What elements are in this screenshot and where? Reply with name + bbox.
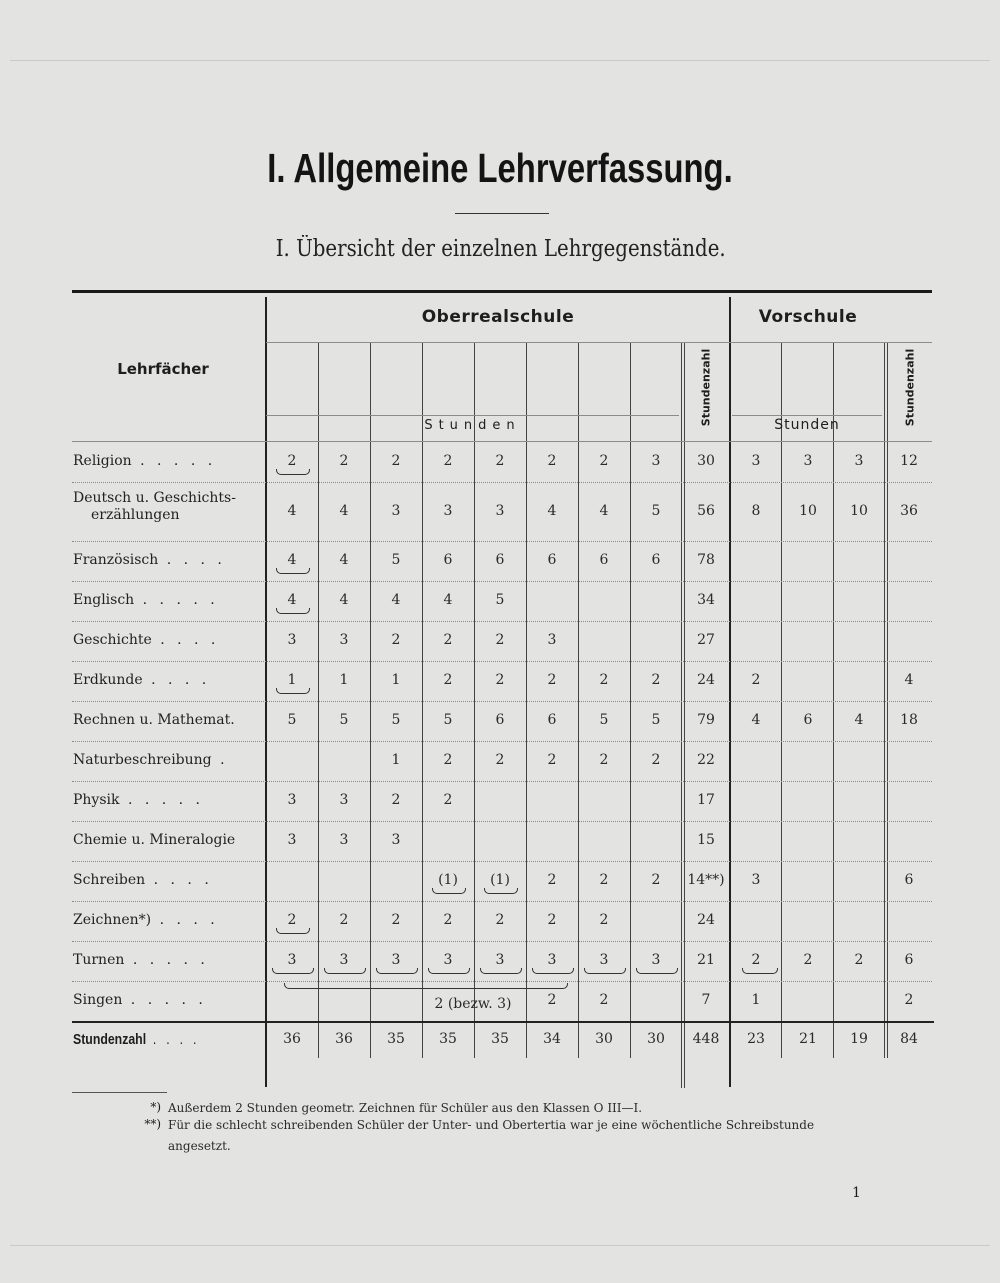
vorschule-sum-cell: 6: [904, 872, 914, 888]
table-cell: 5: [651, 712, 661, 728]
table-cell: 3: [391, 952, 401, 968]
total-cell: 34: [543, 1031, 561, 1047]
table-cell: 4: [339, 552, 349, 568]
table-cell: 3: [443, 952, 453, 968]
total-cell: 35: [387, 1031, 405, 1047]
table-cell: 4: [443, 592, 453, 608]
sum-cell: 30: [697, 453, 715, 469]
footnote-mark-1: *): [150, 1100, 161, 1114]
table-cell: 3: [495, 503, 505, 519]
stunden-label-oberreal: Stunden: [424, 418, 521, 433]
sum-cell: 24: [697, 912, 715, 928]
section-subtitle: I. Übersicht der einzelnen Lehrgegenstände.: [275, 236, 726, 262]
table-cell: 1: [339, 672, 349, 688]
subject-name: Französisch: [73, 552, 159, 568]
table-cell: 2: [443, 672, 453, 688]
table-vline: [887, 342, 888, 1058]
table-cell: 2: [443, 792, 453, 808]
total-label: [73, 1031, 200, 1048]
total-cell: 35: [439, 1031, 457, 1047]
table-cell: 4: [287, 503, 297, 519]
table-cell: 2: [443, 453, 453, 469]
leader-dots: . . . .: [151, 912, 219, 928]
table-cell: 4: [547, 503, 557, 519]
table-cell: 3: [547, 632, 557, 648]
subject-name: Singen: [73, 992, 123, 1008]
subject-label-line2: erzählungen: [91, 507, 180, 523]
table-cell: 2: [547, 752, 557, 768]
table-cell: 5: [651, 503, 661, 519]
vorschule-sum-cell: 4: [904, 672, 914, 688]
table-vline: [474, 342, 475, 1058]
table-cell: 3: [391, 832, 401, 848]
vorschule-cell: 4: [854, 712, 864, 728]
table-cell: 5: [443, 712, 453, 728]
table-cell: 6: [599, 552, 609, 568]
vorschule-cell: 3: [751, 872, 761, 888]
vorschule-cell: 3: [854, 453, 864, 469]
table-vline: [422, 342, 423, 1058]
table-hline: [72, 441, 932, 442]
table-cell: 3: [339, 952, 349, 968]
table-cell: 3: [287, 952, 297, 968]
table-cell: 4: [339, 503, 349, 519]
table-cell: 4: [339, 592, 349, 608]
title-rule: [455, 213, 549, 214]
singen-brace: [284, 983, 568, 989]
total-cell: 30: [647, 1031, 665, 1047]
total-cell: 35: [491, 1031, 509, 1047]
total-cell: 36: [335, 1031, 353, 1047]
table-cell: 5: [391, 712, 401, 728]
leader-dots: . . . . .: [134, 592, 219, 608]
total-sum-cell: 448: [692, 1031, 720, 1047]
table-cell: 1: [391, 672, 401, 688]
table-cell: 4: [287, 592, 297, 608]
total-vorschule-cell: 21: [799, 1031, 817, 1047]
subject-label: [73, 490, 263, 507]
subject-name: Turnen: [73, 952, 125, 968]
table-cell: 1: [391, 752, 401, 768]
table-cell: 5: [339, 712, 349, 728]
table-cell: 6: [443, 552, 453, 568]
table-cell: 2: [599, 453, 609, 469]
subject-name: Rechnen u. Mathemat.: [73, 712, 235, 728]
leader-dots: . . . . .: [124, 952, 209, 968]
sum-cell: 78: [697, 552, 715, 568]
subject-label: [73, 453, 263, 470]
vorschule-cell: 10: [799, 503, 817, 519]
vorschule-cell: 8: [751, 503, 761, 519]
table-cell: 2: [599, 752, 609, 768]
footnote-1: Außerdem 2 Stunden geometr. Zeichnen für Schüler aus den Klassen O III—I.: [168, 1101, 643, 1115]
page-number: 1: [852, 1185, 861, 1201]
sum-cell: 34: [697, 592, 715, 608]
table-cell: 2: [443, 752, 453, 768]
group-brace: [276, 928, 310, 934]
table-cell: 3: [339, 792, 349, 808]
table-cell: 2: [599, 672, 609, 688]
table-cell: (1): [490, 872, 510, 888]
vorschule-cell: 2: [751, 672, 761, 688]
group-brace: [636, 968, 678, 974]
table-cell: (1): [438, 872, 458, 888]
sum-cell: 15: [697, 832, 715, 848]
subject-name: Naturbeschreibung: [73, 752, 212, 768]
table-cell: 2: [339, 453, 349, 469]
vorschule-sum-cell: 6: [904, 952, 914, 968]
table-cell: 3: [339, 632, 349, 648]
subject-name: Erdkunde: [73, 672, 143, 688]
table-cell: 3: [651, 952, 661, 968]
table-cell: 4: [287, 552, 297, 568]
row-divider: [72, 701, 932, 702]
leader-dots: . . . . .: [119, 792, 205, 808]
subject-label: [73, 872, 263, 889]
vorschule-cell: 3: [751, 453, 761, 469]
total-cell: 30: [595, 1031, 613, 1047]
table-cell: 6: [547, 552, 557, 568]
row-divider: [72, 821, 932, 822]
leader-dots: . . . . .: [131, 453, 217, 469]
group-brace: [584, 968, 626, 974]
table-cell: 4: [391, 592, 401, 608]
table-cell: 2: [599, 912, 609, 928]
group-brace: [432, 888, 466, 894]
group-brace: [484, 888, 518, 894]
subject-label: [73, 992, 263, 1009]
subject-label: [73, 592, 263, 609]
table-hline: [732, 415, 882, 416]
vorschule-sum-cell: 18: [900, 712, 918, 728]
table-cell: 2: [391, 792, 401, 808]
subject-name: Zeichnen*): [73, 912, 152, 928]
subject-name: Schreiben: [73, 872, 146, 888]
table-cell: 6: [495, 712, 505, 728]
group-brace: [276, 688, 310, 694]
group-brace: [376, 968, 418, 974]
table-cell: 2: [495, 632, 505, 648]
subject-name: Religion: [73, 453, 132, 469]
vorschule-cell: 6: [803, 712, 813, 728]
table-cell: 2: [495, 453, 505, 469]
total-vorschule-cell: 23: [747, 1031, 765, 1047]
footnote-mark-2: **): [144, 1117, 161, 1131]
group-brace: [742, 968, 778, 974]
subject-label: [73, 672, 263, 689]
table-vline: [318, 342, 319, 1058]
table-cell: 2: [287, 453, 297, 469]
vorschule-cell: 10: [850, 503, 868, 519]
table-cell: 3: [599, 952, 609, 968]
subject-label: [73, 912, 263, 929]
table-cell: 2: [495, 672, 505, 688]
leader-dots: . . . .: [142, 672, 211, 688]
table-cell: 2: [443, 912, 453, 928]
table-cell: 3: [339, 832, 349, 848]
footnote-rule: [72, 1092, 167, 1093]
table-cell: 3: [651, 453, 661, 469]
row-divider: [72, 482, 932, 483]
table-cell: 5: [495, 592, 505, 608]
vorschule-sum-cell: 12: [900, 453, 918, 469]
vorschule-cell: 2: [803, 952, 813, 968]
table-cell: 2: [651, 672, 661, 688]
subject-label: [73, 792, 263, 809]
table-vline: [884, 342, 885, 1058]
table-cell: 4: [599, 503, 609, 519]
leader-dots: . . . . .: [122, 992, 207, 1008]
group-brace: [480, 968, 522, 974]
row-divider: [72, 901, 932, 902]
sum-cell: 17: [697, 792, 715, 808]
table-cell: 2: [495, 912, 505, 928]
table-vline: [729, 297, 731, 1087]
table-cell: 3: [287, 832, 297, 848]
subject-label: [73, 712, 263, 729]
group-brace: [532, 968, 574, 974]
sum-cell: 22: [697, 752, 715, 768]
table-cell: 5: [391, 552, 401, 568]
row-divider: [72, 581, 932, 582]
table-cell: 6: [651, 552, 661, 568]
table-vline: [630, 342, 631, 1058]
table-cell: 3: [547, 952, 557, 968]
subject-label: [73, 832, 263, 849]
table-cell: 2: [651, 752, 661, 768]
subject-name: Chemie u. Mineralogie: [73, 832, 236, 848]
group-title-vorschule: Vorschule: [758, 307, 858, 327]
table-cell: 2: [547, 912, 557, 928]
table-cell: 2: [547, 872, 557, 888]
total-cell: 36: [283, 1031, 301, 1047]
sum-cell: 27: [697, 632, 715, 648]
table-cell: 5: [287, 712, 297, 728]
table-cell: 2: [391, 632, 401, 648]
table-cell: 2: [391, 912, 401, 928]
singen-combined-cell: 2 (bezw. 3): [434, 996, 512, 1012]
vorschule-cell: 4: [751, 712, 761, 728]
footnote-2: Für die schlecht schreibenden Schüler der Unter- und Obertertia war je eine wöchentliche Schreibstunde: [168, 1118, 815, 1132]
vorschule-cell: 3: [803, 453, 813, 469]
bleed-through-line: [10, 60, 990, 61]
table-vline: [578, 342, 579, 1058]
vorschule-cell: 1: [751, 992, 761, 1008]
vorschule-sum-cell: 2: [904, 992, 914, 1008]
table-vline: [370, 342, 371, 1058]
stundenzahl-header-oberreal: Stundenzahl: [699, 348, 713, 427]
leader-dots: . . . .: [146, 1031, 200, 1048]
subject-label: [73, 632, 263, 649]
row-divider: [72, 981, 932, 982]
table-hline: [266, 342, 932, 343]
table-cell: 2: [287, 912, 297, 928]
table-vline: [526, 342, 527, 1058]
subject-label: [73, 552, 263, 569]
table-cell: 2: [599, 872, 609, 888]
row-divider: [72, 781, 932, 782]
group-brace: [272, 968, 314, 974]
leader-dots: . . . .: [151, 632, 220, 648]
vorschule-cell: 2: [751, 952, 761, 968]
table-cell: 3: [287, 632, 297, 648]
subject-name: Physik: [73, 792, 120, 808]
table-cell: 3: [391, 503, 401, 519]
subject-name: Deutsch u. Geschichts-: [73, 490, 236, 506]
table-hline: [266, 415, 679, 416]
total-label-text: Stundenzahl: [73, 1031, 147, 1048]
table-cell: 3: [443, 503, 453, 519]
table-cell: 2: [599, 992, 609, 1008]
row-divider: [72, 941, 932, 942]
total-vorschule-cell: 19: [850, 1031, 868, 1047]
vorschule-cell: 2: [854, 952, 864, 968]
page-title: I. Allgemeine Lehrverfassung.: [267, 145, 733, 191]
table-cell: 2: [651, 872, 661, 888]
group-brace: [324, 968, 366, 974]
column-header-lehrfaecher: Lehrfächer: [117, 360, 209, 378]
row-divider: [72, 621, 932, 622]
row-divider: [72, 541, 932, 542]
bleed-through-line: [10, 1245, 990, 1246]
group-title-oberrealschule: Oberrealschule: [421, 307, 575, 327]
sum-cell: 7: [701, 992, 711, 1008]
group-brace: [276, 608, 310, 614]
table-cell: 2: [547, 672, 557, 688]
footnote-2-continuation: angesetzt.: [168, 1139, 231, 1153]
stunden-label-vorschule: Stunden: [774, 417, 840, 433]
subject-label: [73, 952, 263, 969]
sum-cell: 79: [697, 712, 715, 728]
total-vorschule-sum-cell: 84: [900, 1031, 918, 1047]
table-cell: 3: [495, 952, 505, 968]
table-cell: 3: [287, 792, 297, 808]
table-cell: 1: [287, 672, 297, 688]
sum-cell: 56: [697, 503, 715, 519]
sum-cell: 14**): [687, 872, 725, 888]
sum-cell: 21: [697, 952, 715, 968]
table-cell: 2: [339, 912, 349, 928]
vorschule-sum-cell: 36: [900, 503, 918, 519]
row-divider: [72, 741, 932, 742]
table-cell: 6: [495, 552, 505, 568]
table-cell: 2: [495, 752, 505, 768]
stundenzahl-header-vorschule: Stundenzahl: [903, 348, 917, 427]
group-brace: [428, 968, 470, 974]
subject-name: Englisch: [73, 592, 135, 608]
group-brace: [276, 469, 310, 475]
table-cell: 2: [443, 632, 453, 648]
leader-dots: . . . .: [158, 552, 226, 568]
table-cell: 5: [599, 712, 609, 728]
total-rule: [72, 1021, 934, 1023]
group-brace: [276, 568, 310, 574]
subject-name: Geschichte: [73, 632, 152, 648]
table-cell: 6: [547, 712, 557, 728]
leader-dots: .: [211, 752, 229, 768]
row-divider: [72, 861, 932, 862]
table-top-rule: [72, 290, 932, 293]
subject-label: [73, 752, 263, 769]
table-cell: 2: [391, 453, 401, 469]
table-cell: 2: [547, 453, 557, 469]
row-divider: [72, 661, 932, 662]
table-cell: 2: [547, 992, 557, 1008]
leader-dots: . . . .: [145, 872, 213, 888]
sum-cell: 24: [697, 672, 715, 688]
